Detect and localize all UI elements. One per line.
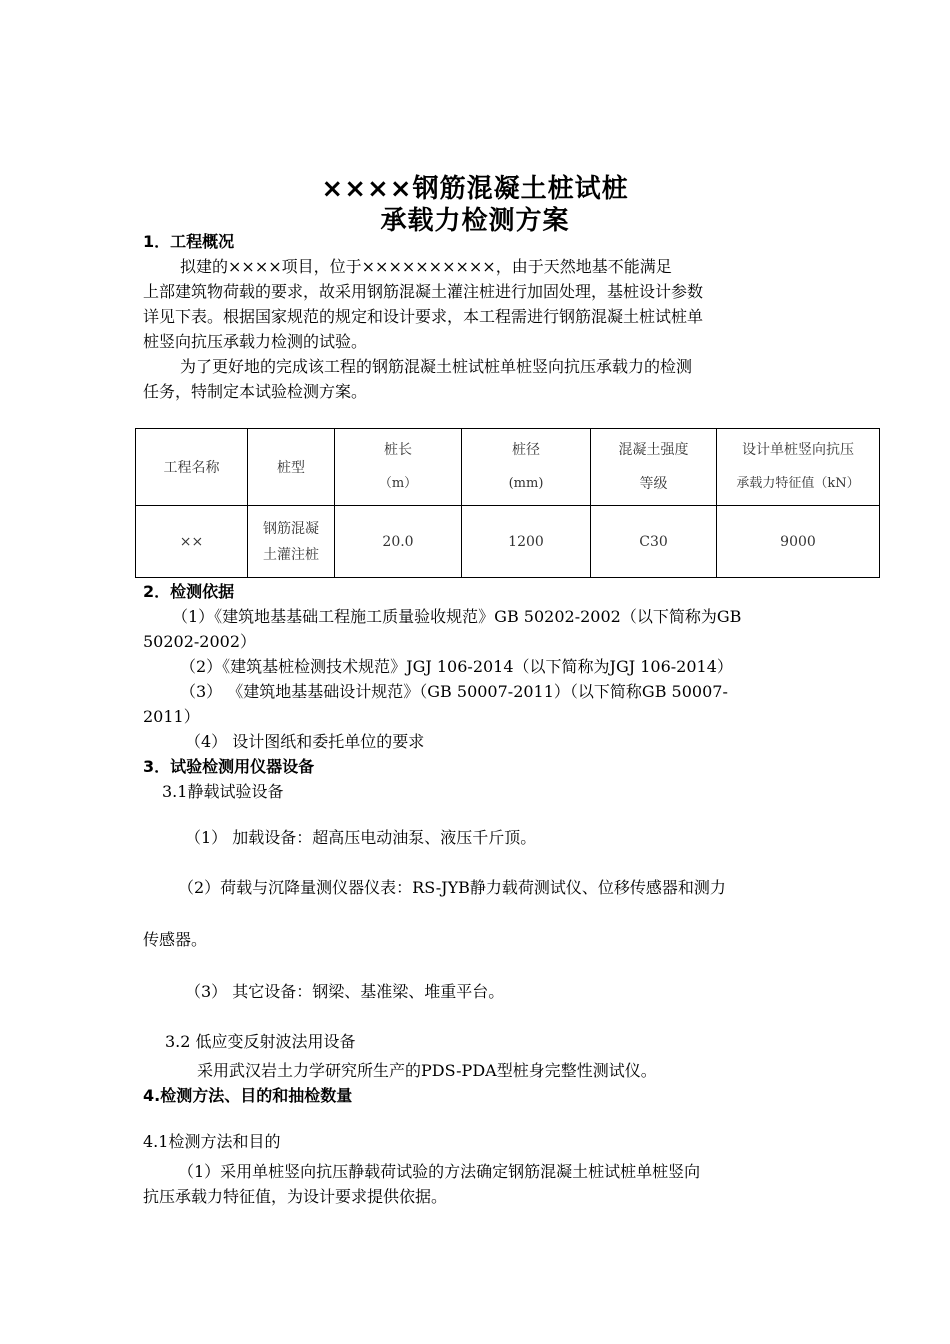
doc-title-line2: 承载力检测方案 <box>380 206 570 236</box>
s2-item2: （2）《建筑基桩检测技术规范》JGJ 106-2014（以下简称为JGJ 106-2014） <box>180 657 733 676</box>
table-row <box>136 506 880 578</box>
cell-design-capacity: 9000 <box>717 506 880 578</box>
s2-item3-line1: （3） 《建筑地基基础设计规范》（GB 50007-2011）（以下简称GB 50007- <box>180 682 728 701</box>
cell-pile-type-line1: 钢筋混凝 <box>263 520 319 537</box>
header-design-capacity <box>717 429 880 506</box>
cell-pile-diameter: 1200 <box>462 506 591 578</box>
header-design-capacity-line1: 设计单桩竖向抗压 <box>742 442 854 458</box>
section4-1-heading: 4.1检测方法和目的 <box>143 1132 281 1151</box>
header-pile-length-label: 桩长 <box>384 442 412 458</box>
cell-pile-length: 20.0 <box>335 506 462 578</box>
section3-heading: 3．试验检测用仪器设备 <box>143 757 315 776</box>
s2-item3-line2: 2011） <box>143 707 200 726</box>
s41-paragraph-line2: 抗压承载力特征值，为设计要求提供依据。 <box>143 1187 448 1206</box>
s1-paragraph1-line2: 上部建筑物荷载的要求，故采用钢筋混凝土灌注桩进行加固处理，基桩设计参数 <box>143 282 704 301</box>
s31-item1: （1） 加载设备：超高压电动油泵、液压千斤顶。 <box>185 828 537 847</box>
header-pile-diameter-unit: (mm) <box>508 476 544 491</box>
s1-paragraph1-line3: 详见下表。根据国家规范的规定和设计要求，本工程需进行钢筋混凝土桩试桩单 <box>143 307 704 326</box>
header-pile-diameter <box>462 429 591 506</box>
header-concrete-grade-line1: 混凝土强度 <box>618 442 689 458</box>
header-pile-type: 桩型 <box>248 429 335 506</box>
header-project-name: 工程名称 <box>136 429 248 506</box>
s1-paragraph1-line1: 拟建的××××项目，位于××××××××××，由于天然地基不能满足 <box>180 257 672 276</box>
header-concrete-grade <box>591 429 717 506</box>
doc-title-line1: ××××钢筋混凝土桩试桩 <box>321 174 629 204</box>
cell-project-name: ×× <box>136 506 248 578</box>
s31-item2-line2: 传感器。 <box>143 930 208 949</box>
section3-1-heading: 3.1静载试验设备 <box>162 782 284 801</box>
s32-paragraph: 采用武汉岩土力学研究所生产的PDS-PDA型桩身完整性测试仪。 <box>197 1061 657 1080</box>
header-pile-length <box>335 429 462 506</box>
cell-concrete-grade: C30 <box>591 506 717 578</box>
header-pile-length-unit: （m） <box>378 476 418 491</box>
s41-paragraph-line1: （1）采用单桩竖向抗压静载荷试验的方法确定钢筋混凝土桩试桩单桩竖向 <box>178 1162 701 1181</box>
cell-pile-type <box>248 506 335 578</box>
table-header-row <box>136 429 880 506</box>
s1-paragraph1-line4: 桩竖向抗压承载力检测的试验。 <box>143 332 368 351</box>
section2-heading: 2．检测依据 <box>143 582 235 601</box>
section4-heading: 4.检测方法、目的和抽检数量 <box>143 1086 353 1105</box>
s2-item1-line2: 50202-2002） <box>143 632 257 651</box>
s1-paragraph2-line2: 任务，特制定本试验检测方案。 <box>143 382 368 401</box>
s31-item2-line1: （2）荷载与沉降量测仪器仪表：RS-JYB静力载荷测试仪、位移传感器和测力 <box>178 878 726 897</box>
s2-item1-line1: （1）《建筑地基基础工程施工质量验收规范》GB 50202-2002（以下简称为GB <box>172 607 742 626</box>
header-pile-diameter-label: 桩径 <box>512 442 540 458</box>
s1-paragraph2-line1: 为了更好地的完成该工程的钢筋混凝土桩试桩单桩竖向抗压承载力的检测 <box>180 357 693 376</box>
header-concrete-grade-line2: 等级 <box>639 476 668 492</box>
s31-item3: （3） 其它设备：钢梁、基准梁、堆重平台。 <box>185 982 505 1001</box>
cell-pile-type-line2: 土灌注桩 <box>263 546 319 563</box>
pile-parameter-table <box>135 428 880 578</box>
s2-item4: （4） 设计图纸和委托单位的要求 <box>185 732 425 751</box>
section1-heading: 1．工程概况 <box>143 232 235 251</box>
header-design-capacity-line2: 承载力特征值（kN） <box>736 476 860 491</box>
section3-2-heading: 3.2 低应变反射波法用设备 <box>165 1032 356 1051</box>
